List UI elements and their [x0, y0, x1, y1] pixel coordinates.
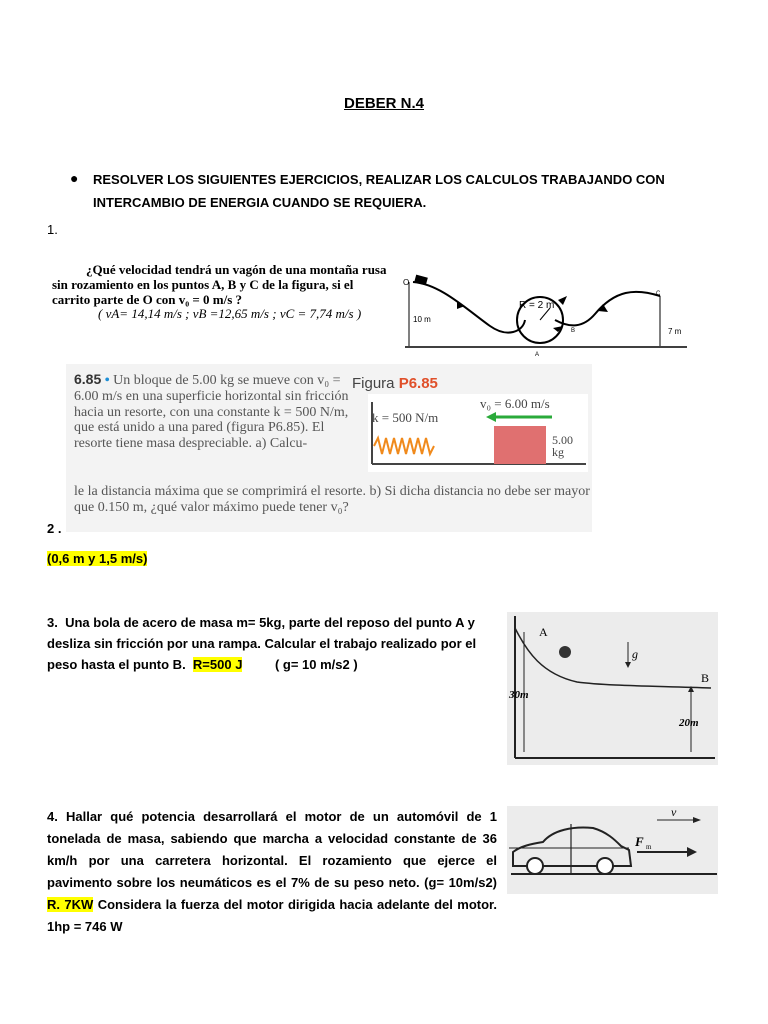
- problem-1-line-2: sin rozamiento en los puntos A, B y C de la figura, si el: [52, 277, 354, 292]
- height-total-label: 30m: [509, 689, 529, 701]
- figure-word: Figura: [352, 375, 395, 392]
- spring-constant-label: k = 500 N/m: [372, 410, 439, 425]
- bullet-icon: ●: [70, 170, 79, 186]
- point-b-label: B: [701, 671, 710, 685]
- problem-4-text: Hallar qué potencia desarrollará el motor de un automóvil de 1 tonelada de masa, sabiendo que marcha a velocidad constante de 36 km/h por una carretera horizontal. El rozamiento que ejerce el pavimento sobre los neumáticos es el 7% de su peso neto. (g= 10m/s2): [47, 809, 497, 890]
- scan-statement: Un bloque de 5.00 kg se mueve con v₀ = 6.00 m/s en una superficie horizontal sin fricción hacia un resorte, con una constante k = 500 N/m, que está unido a una pared (figura P6.85). El resorte tiene masa despreciable. a) Calcu-: [74, 373, 349, 452]
- gravity-label: g: [632, 647, 638, 661]
- scan-bottom-text: le la distancia máxima que se comprimirá el resorte. b) Si dicha distancia no debe ser mayor que 0.150 m, ¿qué valor máximo puede tener v₀?: [74, 484, 590, 515]
- mass-unit-label: kg: [552, 445, 564, 459]
- instruction-text: RESOLVER LOS SIGUIENTES EJERCICIOS, REALIZAR LOS CALCULOS TRABAJANDO CON INTERCAMBIO DE ENERGIA CUANDO SE REQUIERA.: [93, 172, 665, 210]
- problem-3-number: 3.: [47, 615, 58, 630]
- point-o-label: O: [403, 278, 410, 287]
- page-title: DEBER N.4: [343, 95, 425, 112]
- velocity-label: v: [671, 806, 677, 819]
- arrow-icon: [558, 296, 567, 305]
- height-left-label: 10 m: [413, 315, 431, 324]
- problem-1-number: 1.: [47, 222, 58, 237]
- force-subscript: m: [646, 843, 652, 851]
- scan-left-text: [74, 372, 354, 452]
- ramp-figure: [507, 612, 718, 765]
- figure-id: P6.85: [398, 375, 438, 392]
- velocity-label: v₀ = 6.00 m/s: [480, 396, 550, 411]
- highlighted-answer: (0,6 m y 1,5 m/s): [47, 551, 148, 566]
- mass-block: [494, 426, 546, 464]
- point-c-label: C: [656, 291, 661, 297]
- problem-1-line-1: ¿Qué velocidad tendrá un vagón de una montaña rusa: [86, 262, 387, 277]
- scanned-problem-6-85: [66, 364, 592, 532]
- bullet-icon: •: [104, 373, 110, 388]
- car-figure: [507, 806, 718, 894]
- problem-4-statement: [47, 806, 497, 938]
- problem-3-given: ( g= 10 m/s2 ): [274, 657, 358, 672]
- track-right: [555, 292, 660, 326]
- point-b-label: B: [571, 328, 576, 334]
- scan-problem-number: 6.85: [74, 371, 102, 387]
- wheel-icon: [597, 858, 613, 874]
- problem-3-statement: [47, 612, 492, 675]
- problem-4-number: 4.: [47, 809, 58, 824]
- radius-label: R = 2 m: [519, 300, 555, 311]
- height-right-label: 7 m: [668, 327, 682, 336]
- roller-coaster-figure: [395, 268, 695, 360]
- cart-icon: [414, 275, 428, 286]
- steel-ball: [559, 646, 571, 658]
- problem-3-answer: R=500 J: [192, 657, 243, 672]
- mass-label: 5.00: [552, 433, 573, 447]
- wheel-icon: [527, 858, 543, 874]
- problem-1-answer: ( vA= 14,14 m/s ; vB =12,65 m/s ; vC = 7,74 m/s ): [98, 306, 362, 321]
- problem-1-line-3: carrito parte de O con v₀ = 0 m/s ?: [52, 292, 243, 307]
- problem-2-answer: [47, 551, 147, 566]
- force-label: F: [635, 834, 644, 849]
- problem-1-statement: [52, 262, 402, 307]
- point-a-label: A: [539, 625, 548, 639]
- spring-block-figure: [368, 394, 588, 472]
- track-left: [413, 282, 525, 333]
- figure-background: [507, 806, 718, 894]
- problem-4-answer: R. 7KW: [47, 897, 94, 912]
- point-a-label: A: [535, 352, 540, 358]
- scan-figure-caption: [352, 375, 438, 392]
- problem-2-number: 2 .: [47, 521, 62, 536]
- height-b-label: 20m: [679, 717, 699, 729]
- problem-3-text: Una bola de acero de masa m= 5kg, parte del reposo del punto A y desliza sin fricción por una rampa. Calcular el trabajo realizado por el peso hasta el punto B.: [47, 615, 477, 672]
- problem-4-text-end: Considera la fuerza del motor dirigida hacia adelante del motor. 1hp = 746 W: [47, 897, 498, 934]
